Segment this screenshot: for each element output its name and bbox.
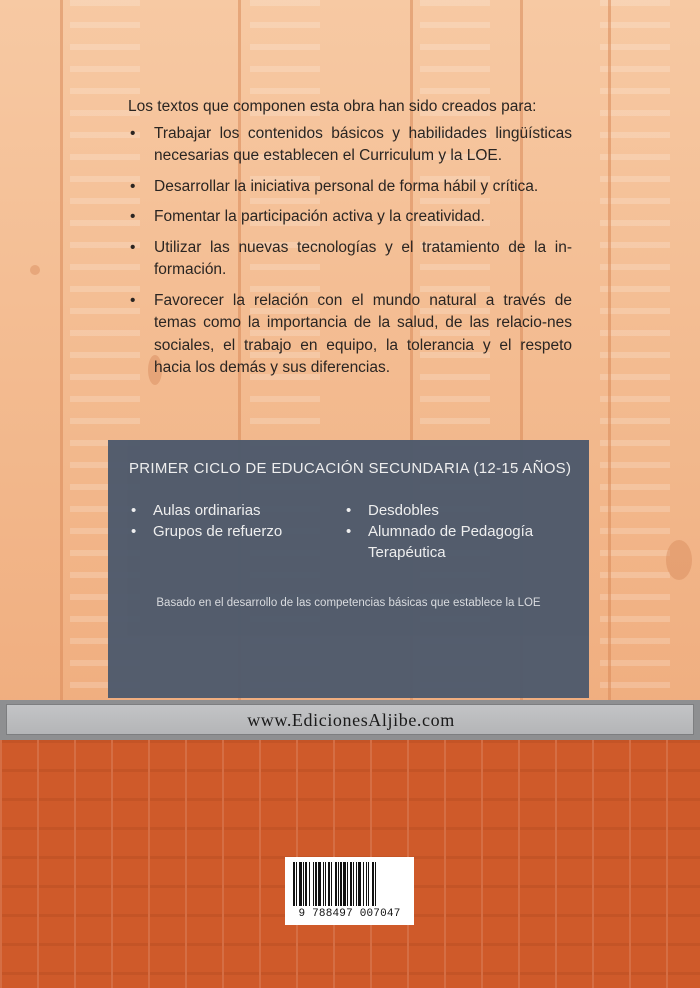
barcode-bar (375, 862, 376, 906)
barcode-bar (356, 862, 357, 906)
website-link[interactable]: www.EdicionesAljibe.com (247, 710, 455, 730)
list-item-text: Alumnado de Pedagogía Terapéutica (368, 523, 534, 561)
barcode-bar (338, 862, 339, 906)
list-item (128, 500, 318, 521)
intro-section (128, 96, 572, 388)
plank-seam (608, 0, 611, 740)
barcode-bar (296, 862, 297, 906)
barcode-bar (347, 862, 348, 906)
barcode-bar (368, 862, 369, 906)
plank-seam (60, 0, 63, 740)
barcode-bar (366, 862, 367, 906)
barcode-bar (305, 862, 307, 906)
list-item-text: Aulas ordinarias (153, 502, 261, 519)
barcode-bar (331, 862, 332, 906)
barcode-bar (318, 862, 321, 906)
barcode-bar (293, 862, 295, 906)
list-item (343, 521, 573, 563)
list-item (128, 176, 572, 199)
barcode-bar (313, 862, 314, 906)
barcode-bar (328, 862, 330, 906)
audience-title: PRIMER CICLO DE EDUCACIÓN SECUNDARIA (12-15 AÑOS) (129, 460, 572, 477)
list-item (128, 206, 572, 229)
list-item-text: Desarrollar la iniciativa personal de forma hábil y crítica. (154, 177, 539, 195)
list-item-text: Favorecer la relación con el mundo natural a través de temas como la importancia de la salud, de las relacio-nes sociales, el trabajo en equipo, la tolerancia y el respeto hacia los demás y sus diferencias. (154, 291, 572, 376)
list-item (128, 237, 572, 282)
barcode-bar (335, 862, 337, 906)
bullet-icon: • (130, 291, 136, 309)
bullet-icon: • (130, 238, 136, 256)
bullet-icon: • (130, 177, 136, 195)
barcode-bar (315, 862, 317, 906)
barcode (285, 857, 414, 925)
list-item-text: Utilizar las nuevas tecnologías y el tratamiento de la in-formación. (154, 238, 572, 278)
barcode-bar (323, 862, 324, 906)
website-strip-inner (6, 704, 694, 735)
intro-lead: Los textos que componen esta obra han sido creados para: (128, 98, 537, 115)
bullet-icon: • (346, 502, 352, 519)
barcode-bar (353, 862, 354, 906)
objectives-list (128, 123, 572, 380)
list-item (128, 521, 318, 542)
barcode-bar (303, 862, 304, 906)
audience-list-right (343, 500, 573, 563)
barcode-bar (325, 862, 326, 906)
competencies-note: Basado en el desarrollo de las competencias básicas que establece la LOE (156, 597, 541, 609)
barcode-bar (309, 862, 310, 906)
bullet-icon: • (346, 523, 352, 540)
barcode-bar (358, 862, 361, 906)
list-item-text: Grupos de refuerzo (153, 523, 283, 540)
barcode-bars (293, 862, 406, 906)
barcode-bar (372, 862, 374, 906)
barcode-bar (343, 862, 346, 906)
list-item-text: Desdobles (368, 502, 439, 519)
list-item-text: Trabajar los contenidos básicos y habilidades lingüísticas necesarias que establecen el Curriculum y la LOE. (154, 124, 572, 164)
barcode-bar (363, 862, 364, 906)
list-item (128, 123, 572, 168)
barcode-bar (299, 862, 302, 906)
barcode-bar (350, 862, 352, 906)
wood-knot (30, 265, 40, 275)
audience-list-left (128, 500, 318, 542)
bullet-icon: • (131, 502, 137, 519)
barcode-bar (340, 862, 342, 906)
barcode-digits: 9 788497 007047 (298, 908, 401, 920)
bullet-icon: • (130, 124, 136, 142)
website-strip (0, 700, 700, 740)
bullet-icon: • (130, 208, 136, 225)
list-item (343, 500, 573, 521)
bullet-icon: • (131, 523, 137, 540)
list-item-text: Fomentar la participación activa y la creatividad. (154, 208, 485, 225)
wood-knot (666, 540, 692, 580)
audience-box (108, 440, 589, 698)
list-item (128, 290, 572, 380)
